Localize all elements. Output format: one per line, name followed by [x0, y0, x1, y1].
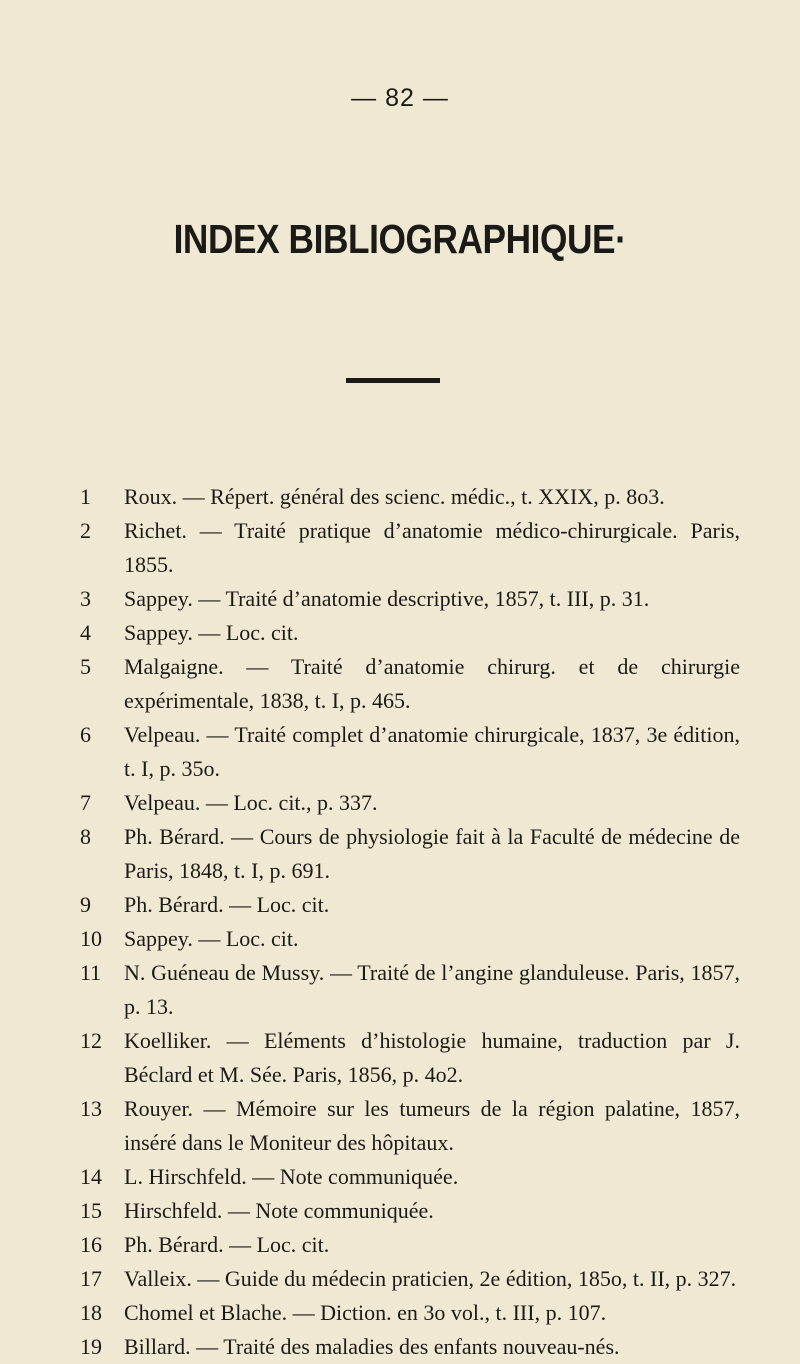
- page-title: INDEX BIBLIOGRAPHIQUE·: [173, 216, 627, 262]
- entry-text: Koelliker. — Eléments d’histologie humaine, traduction par J. Béclard et M. Sée. Paris, 1856, p. 4o2.: [124, 1028, 740, 1087]
- entry-number: 19: [80, 1334, 102, 1359]
- entry-text: Sappey. — Loc. cit.: [124, 926, 299, 951]
- entry-text: Ph. Bérard. — Loc. cit.: [124, 892, 330, 917]
- entry-number: 4: [80, 620, 91, 645]
- entry-text: Billard. — Traité des maladies des enfants nouveau-nés.: [124, 1334, 620, 1359]
- bibliography-entry: [80, 786, 740, 820]
- entry-number: 8: [80, 824, 91, 849]
- entry-number: 11: [80, 960, 102, 985]
- entry-number: 7: [80, 790, 91, 815]
- entry-number: 10: [80, 926, 102, 951]
- entry-text: N. Guéneau de Mussy. — Traité de l’angine glanduleuse. Paris, 1857, p. 13.: [124, 960, 740, 1019]
- entry-number: 9: [80, 892, 91, 917]
- entry-text: Roux. — Répert. général des scienc. médic., t. XXIX, p. 8o3.: [124, 484, 665, 509]
- entry-text: Malgaigne. — Traité d’anatomie chirurg. et de chirurgie expérimentale, 1838, t. I, p. 465.: [124, 654, 740, 713]
- entry-number: 1: [80, 484, 91, 509]
- bibliography-entry: [80, 1228, 740, 1262]
- entry-text: L. Hirschfeld. — Note communiquée.: [124, 1164, 459, 1189]
- bibliography-entry: [80, 956, 740, 1024]
- bibliography-list: [80, 480, 740, 1364]
- entry-number: 2: [80, 518, 91, 543]
- entry-text: Richet. — Traité pratique d’anatomie médico-chirurgicale. Paris, 1855.: [124, 518, 740, 577]
- bibliography-entry: [80, 1160, 740, 1194]
- entry-number: 16: [80, 1232, 102, 1257]
- entry-text: Velpeau. — Loc. cit., p. 337.: [124, 790, 378, 815]
- entry-number: 6: [80, 722, 91, 747]
- bibliography-entry: [80, 1330, 740, 1364]
- entry-text: Sappey. — Traité d’anatomie descriptive, 1857, t. III, p. 31.: [124, 586, 650, 611]
- bibliography-entry: [80, 480, 740, 514]
- entry-text: Sappey. — Loc. cit.: [124, 620, 299, 645]
- entry-number: 14: [80, 1164, 102, 1189]
- bibliography-entry: [80, 922, 740, 956]
- entry-number: 18: [80, 1300, 102, 1325]
- entry-text: Hirschfeld. — Note communiquée.: [124, 1198, 434, 1223]
- entry-number: 5: [80, 654, 91, 679]
- bibliography-entry: [80, 616, 740, 650]
- bibliography-entry: [80, 888, 740, 922]
- entry-text: Ph. Bérard. — Cours de physiologie fait à la Faculté de médecine de Paris, 1848, t. I, p. 691.: [124, 824, 740, 883]
- bibliography-entry: [80, 582, 740, 616]
- entry-text: Ph. Bérard. — Loc. cit.: [124, 1232, 330, 1257]
- title-divider: [346, 378, 440, 383]
- page-number: — 82 —: [351, 84, 449, 112]
- entry-number: 17: [80, 1266, 102, 1291]
- bibliography-entry: [80, 650, 740, 718]
- entry-text: Valleix. — Guide du médecin praticien, 2e édition, 185o, t. II, p. 327.: [124, 1266, 737, 1291]
- bibliography-entry: [80, 1262, 740, 1296]
- bibliography-entry: [80, 1024, 740, 1092]
- entry-text: Chomel et Blache. — Diction. en 3o vol., t. III, p. 107.: [124, 1300, 607, 1325]
- bibliography-entry: [80, 1194, 740, 1228]
- entry-number: 15: [80, 1198, 102, 1223]
- entry-number: 12: [80, 1028, 102, 1053]
- bibliography-entry: [80, 718, 740, 786]
- bibliography-entry: [80, 1296, 740, 1330]
- bibliography-entry: [80, 820, 740, 888]
- bibliography-entry: [80, 514, 740, 582]
- entry-text: Velpeau. — Traité complet d’anatomie chirurgicale, 1837, 3e édition, t. I, p. 35o.: [124, 722, 740, 781]
- entry-number: 3: [80, 586, 91, 611]
- bibliography-entry: [80, 1092, 740, 1160]
- entry-number: 13: [80, 1096, 102, 1121]
- entry-text: Rouyer. — Mémoire sur les tumeurs de la région palatine, 1857, inséré dans le Moniteur des hôpitaux.: [124, 1096, 740, 1155]
